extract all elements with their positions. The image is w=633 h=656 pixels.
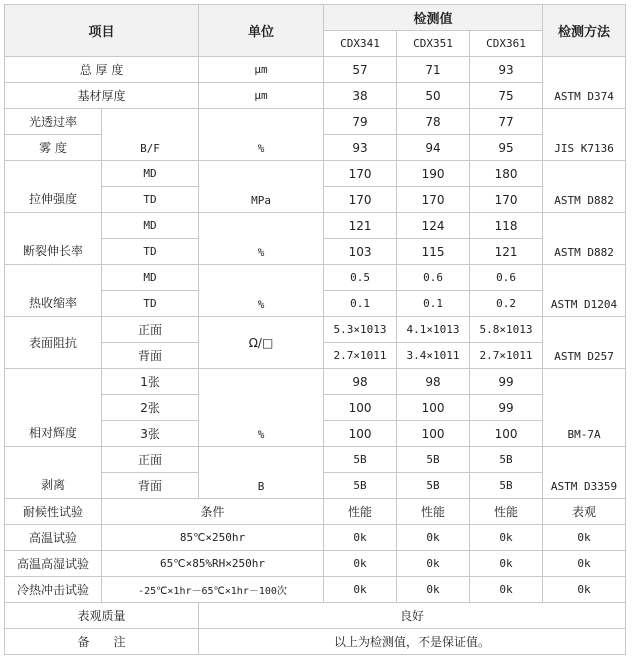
weather-test-appearance: 0k [543,525,626,551]
value-cell: 5.3×1013 [324,317,397,343]
quality-value: 良好 [199,603,626,629]
value-cell: 5B [470,447,543,473]
remarks-value: 以上为检测值，不是保证值。 [199,629,626,655]
elongation-md: MD [102,213,199,239]
value-cell: 5B [397,473,470,499]
model-cdx351: CDX351 [397,31,470,57]
value-cell: 0.2 [470,291,543,317]
weather-test-label: 高温高湿试验 [5,551,102,577]
weather-perf-header: 性能 [397,499,470,525]
weather-label: 耐候性试验 [5,499,102,525]
value-cell: 4.1×1013 [397,317,470,343]
value-cell: 190 [397,161,470,187]
value-cell: 5B [470,473,543,499]
value-cell: 3.4×1011 [397,343,470,369]
weather-perf-header: 性能 [324,499,397,525]
elongation-label: 断裂伸长率 [5,213,102,265]
tensile-method: ASTM D882 [543,161,626,213]
value-cell: 93 [324,135,397,161]
value-cell: 170 [470,187,543,213]
total-thickness-label: 总 厚 度 [5,57,199,83]
value-cell: 71 [397,57,470,83]
weather-test-condition: 85℃×250hr [102,525,324,551]
weather-perf-header: 性能 [470,499,543,525]
value-cell: 0k [324,577,397,603]
value-cell: 124 [397,213,470,239]
transmittance-label: 光透过率 [5,109,102,135]
shrinkage-method: ASTM D1204 [543,265,626,317]
peel-unit: B [199,447,324,499]
shrinkage-td: TD [102,291,199,317]
header-item: 项目 [5,5,199,57]
value-cell: 75 [470,83,543,109]
weather-test-condition: -25℃×1hr－65℃×1hr－100次 [102,577,324,603]
value-cell: 0.1 [397,291,470,317]
weather-test-appearance: 0k [543,551,626,577]
value-cell: 2.7×1011 [324,343,397,369]
value-cell: 180 [470,161,543,187]
weather-test-label: 高温试验 [5,525,102,551]
value-cell: 100 [470,421,543,447]
elongation-td: TD [102,239,199,265]
model-cdx341: CDX341 [324,31,397,57]
value-cell: 0k [397,577,470,603]
luminance-s1: 1张 [102,369,199,395]
luminance-unit: % [199,369,324,447]
value-cell: 0k [470,551,543,577]
haze-label: 雾 度 [5,135,102,161]
total-thickness-unit: μm [199,57,324,83]
shrinkage-md: MD [102,265,199,291]
value-cell: 0.6 [397,265,470,291]
peel-label: 剥离 [5,447,102,499]
value-cell: 0k [470,525,543,551]
value-cell: 38 [324,83,397,109]
luminance-method: BM-7A [543,369,626,447]
value-cell: 78 [397,109,470,135]
value-cell: 99 [470,395,543,421]
tensile-td: TD [102,187,199,213]
weather-test-condition: 65℃×85%RH×250hr [102,551,324,577]
header-unit: 单位 [199,5,324,57]
value-cell: 100 [324,421,397,447]
header-values: 检测值 [324,5,543,31]
optical-method: JIS K7136 [543,109,626,161]
value-cell: 57 [324,57,397,83]
header-method: 检测方法 [543,5,626,57]
value-cell: 5.8×1013 [470,317,543,343]
value-cell: 0k [397,525,470,551]
base-thickness-label: 基材厚度 [5,83,199,109]
resistance-method: ASTM D257 [543,317,626,369]
value-cell: 5B [324,447,397,473]
value-cell: 0k [324,525,397,551]
value-cell: 50 [397,83,470,109]
value-cell: 170 [324,187,397,213]
value-cell: 79 [324,109,397,135]
resistance-back: 背面 [102,343,199,369]
weather-test-appearance: 0k [543,577,626,603]
value-cell: 121 [324,213,397,239]
tensile-unit: MPa [199,161,324,213]
remarks-label: 备 注 [5,629,199,655]
value-cell: 170 [324,161,397,187]
resistance-label: 表面阻抗 [5,317,102,369]
quality-label: 表观质量 [5,603,199,629]
resistance-front: 正面 [102,317,199,343]
weather-appearance-header: 表观 [543,499,626,525]
value-cell: 93 [470,57,543,83]
value-cell: 95 [470,135,543,161]
value-cell: 0.6 [470,265,543,291]
elongation-method: ASTM D882 [543,213,626,265]
value-cell: 2.7×1011 [470,343,543,369]
luminance-label: 相对辉度 [5,369,102,447]
value-cell: 5B [324,473,397,499]
value-cell: 0k [470,577,543,603]
value-cell: 0.1 [324,291,397,317]
value-cell: 99 [470,369,543,395]
tensile-label: 拉伸强度 [5,161,102,213]
value-cell: 0k [324,551,397,577]
value-cell: 98 [397,369,470,395]
value-cell: 121 [470,239,543,265]
value-cell: 100 [324,395,397,421]
peel-front: 正面 [102,447,199,473]
optical-unit: % [199,109,324,161]
thickness-method: ASTM D374 [543,57,626,109]
value-cell: 5B [397,447,470,473]
value-cell: 115 [397,239,470,265]
resistance-unit: Ω/□ [199,317,324,369]
value-cell: 103 [324,239,397,265]
value-cell: 100 [397,395,470,421]
value-cell: 118 [470,213,543,239]
value-cell: 94 [397,135,470,161]
value-cell: 98 [324,369,397,395]
weather-condition-header: 条件 [102,499,324,525]
tensile-md: MD [102,161,199,187]
value-cell: 170 [397,187,470,213]
optical-sub: B/F [102,109,199,161]
weather-test-label: 冷热冲击试验 [5,577,102,603]
peel-back: 背面 [102,473,199,499]
luminance-s2: 2张 [102,395,199,421]
value-cell: 0k [397,551,470,577]
spec-table [4,4,626,655]
value-cell: 100 [397,421,470,447]
shrinkage-label: 热收缩率 [5,265,102,317]
base-thickness-unit: μm [199,83,324,109]
shrinkage-unit: % [199,265,324,317]
model-cdx361: CDX361 [470,31,543,57]
value-cell: 77 [470,109,543,135]
value-cell: 0.5 [324,265,397,291]
luminance-s3: 3张 [102,421,199,447]
elongation-unit: % [199,213,324,265]
peel-method: ASTM D3359 [543,447,626,499]
